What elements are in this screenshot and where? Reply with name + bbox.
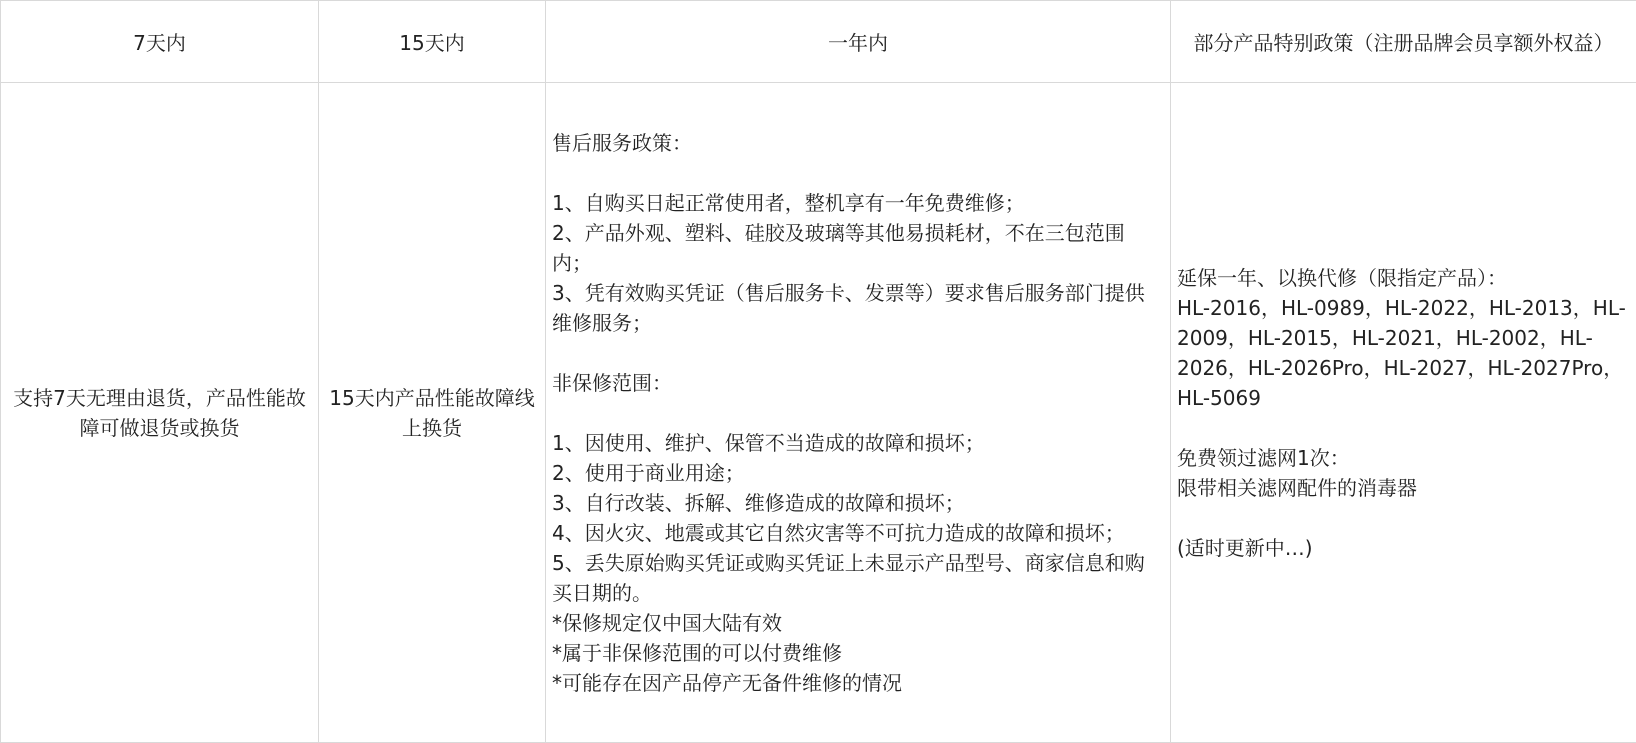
policy-line xyxy=(552,398,1164,428)
policy-line: *属于非保修范围的可以付费维修 xyxy=(552,638,1164,668)
seven-day-return-text: 支持7天无理由退货，产品性能故障可做退货或换货 xyxy=(13,386,306,440)
special-policy-line xyxy=(1177,413,1630,443)
policy-line: 售后服务政策： xyxy=(552,128,1164,158)
cell-one-year-policy xyxy=(546,83,1171,743)
policy-line: 1、自购买日起正常使用者，整机享有一年免费维修； xyxy=(552,188,1164,218)
cell-15-days-policy xyxy=(319,83,546,743)
policy-line: 1、因使用、维护、保管不当造成的故障和损坏； xyxy=(552,428,1164,458)
policy-row xyxy=(1,83,1636,743)
policy-line: 3、凭有效购买凭证（售后服务卡、发票等）要求售后服务部门提供维修服务； xyxy=(552,278,1164,338)
policy-line: *保修规定仅中国大陆有效 xyxy=(552,608,1164,638)
policy-line: *可能存在因产品停产无备件维修的情况 xyxy=(552,668,1164,698)
cell-7-days-policy xyxy=(1,83,319,743)
policy-line xyxy=(552,338,1164,368)
policy-line: 5、丢失原始购买凭证或购买凭证上未显示产品型号、商家信息和购买日期的。 xyxy=(552,548,1164,608)
policy-line: 3、自行改装、拆解、维修造成的故障和损坏； xyxy=(552,488,1164,518)
header-15-days: 15天内 xyxy=(319,1,546,83)
policy-line xyxy=(552,158,1164,188)
special-policy-line xyxy=(1177,503,1630,533)
special-policy-line: 限带相关滤网配件的消毒器 xyxy=(1177,473,1630,503)
policy-line: 2、使用于商业用途； xyxy=(552,458,1164,488)
update-note: (适时更新中…) xyxy=(1177,533,1630,563)
header-special-policy: 部分产品特别政策（注册品牌会员享额外权益） xyxy=(1171,1,1636,83)
special-policy-line: 免费领过滤网1次： xyxy=(1177,443,1630,473)
policy-line: 4、因火灾、地震或其它自然灾害等不可抗力造成的故障和损坏； xyxy=(552,518,1164,548)
header-row xyxy=(1,1,1636,83)
header-one-year: 一年内 xyxy=(546,1,1171,83)
model-list: HL-2016，HL-0989，HL-2022，HL-2013，HL-2009，HL-2015，HL-2021，HL-2002，HL-2026，HL-2026Pro，HL-2027，HL-2027Pro，HL-5069 xyxy=(1177,293,1630,413)
policy-line: 非保修范围： xyxy=(552,368,1164,398)
policy-line: 2、产品外观、塑料、硅胶及玻璃等其他易损耗材，不在三包范围内； xyxy=(552,218,1164,278)
fifteen-day-exchange-text: 15天内产品性能故障线上换货 xyxy=(329,386,534,440)
cell-special-policy xyxy=(1171,83,1636,743)
special-policy-line: 延保一年、以换代修（限指定产品）： xyxy=(1177,263,1630,293)
header-7-days: 7天内 xyxy=(1,1,319,83)
